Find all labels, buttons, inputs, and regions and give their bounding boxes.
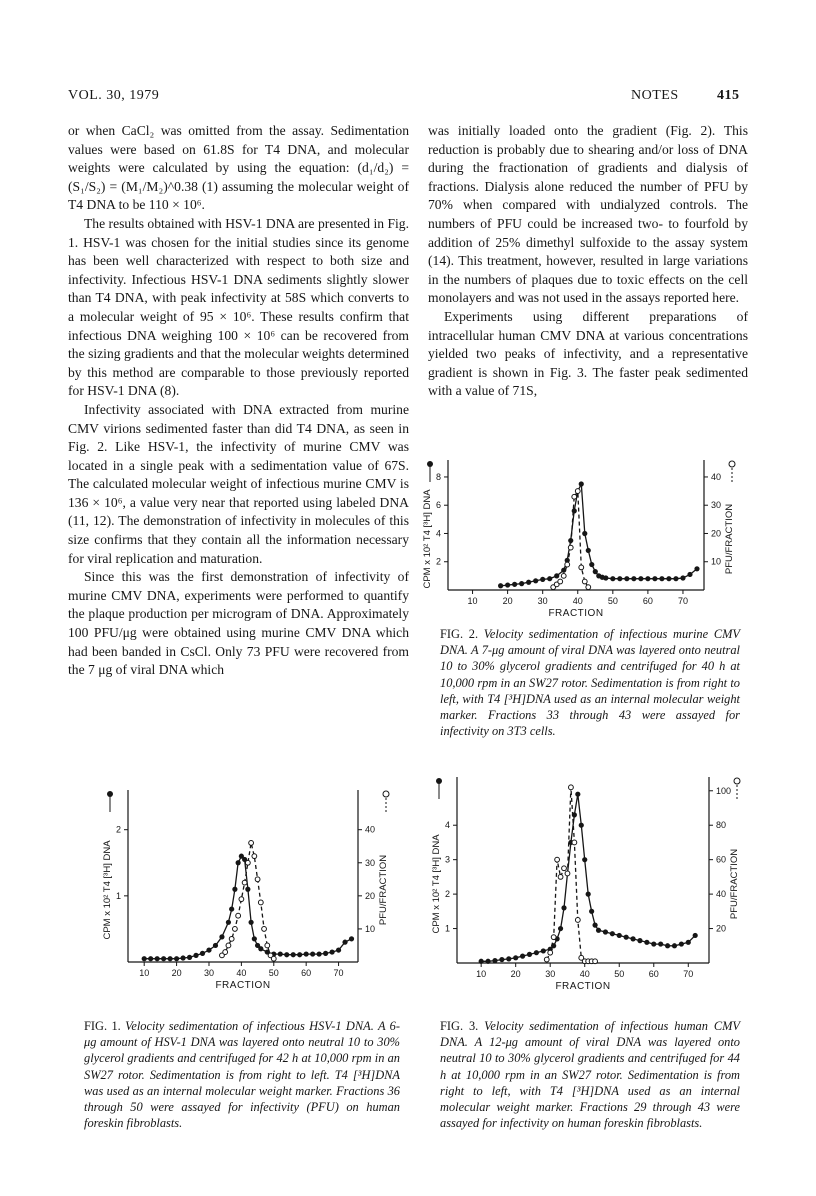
x-axis-label: FRACTION xyxy=(555,981,611,992)
caption-text: Velocity sedimentation of infectious human CMV DNA. A 12-μg amount of viral DNA was layered onto neutral 10 to 30% glycerol gradients and centrifuged for 44 h at 10,000 rpm in an SW27 rotor. Sedimentation is from right to left, with T4 [³H]DNA used as an internal molecular weight marker. Fractions 29 through 43 were assayed for infectivity on human foreskin fibroblasts. xyxy=(440,1019,740,1131)
data-point-pfu xyxy=(562,866,567,871)
data-point-cpm xyxy=(506,956,511,961)
x-tick-label: 20 xyxy=(510,969,521,979)
x-tick-label: 40 xyxy=(236,968,247,978)
data-point-pfu xyxy=(572,494,577,499)
x-tick-label: 10 xyxy=(476,969,487,979)
data-point-cpm xyxy=(200,951,205,956)
x-tick-label: 70 xyxy=(333,968,344,978)
caption-label: FIG. 3. xyxy=(440,1019,479,1033)
data-point-pfu xyxy=(558,874,563,879)
x-tick-label: 50 xyxy=(614,969,625,979)
data-point-cpm xyxy=(572,508,577,513)
data-point-cpm xyxy=(592,923,597,928)
data-point-pfu xyxy=(582,579,587,584)
figure-3-chart xyxy=(425,765,750,1005)
data-point-cpm xyxy=(582,531,587,536)
y-right-tick-label: 40 xyxy=(716,889,727,900)
y-left-axis-label: CPM x 10² T4 [³H] DNA xyxy=(422,489,433,589)
data-point-cpm xyxy=(637,938,642,943)
right-text-column xyxy=(428,122,748,401)
data-point-cpm xyxy=(533,578,538,583)
data-point-cpm xyxy=(485,959,490,964)
data-point-pfu xyxy=(593,959,598,964)
y-right-tick-label: 10 xyxy=(365,923,376,934)
data-point-cpm xyxy=(586,548,591,553)
data-point-cpm xyxy=(248,920,253,925)
caption-label: FIG. 1. xyxy=(84,1019,121,1033)
data-point-cpm xyxy=(317,951,322,956)
data-point-cpm xyxy=(226,920,231,925)
data-point-cpm xyxy=(526,580,531,585)
figure-1 xyxy=(68,770,413,1010)
series-line-cpm xyxy=(501,484,697,586)
data-point-cpm xyxy=(258,946,263,951)
data-point-cpm xyxy=(519,581,524,586)
data-point-cpm xyxy=(142,956,147,961)
x-axis-label: FRACTION xyxy=(215,980,271,991)
x-tick-label: 20 xyxy=(502,596,513,606)
data-point-pfu xyxy=(249,841,254,846)
paragraph: The results obtained with HSV-1 DNA are presented in Fig. 1. HSV-1 was chosen for the initial studies since its genome has been well characterized with respect to both size and infectivity. Infectious HSV-1 DNA sediments slightly slower than T4 DNA, with peak infectivity at 58S which converts to a molecular weight of 95 × 10⁶. These results confirm that infectious DNA weighing 100 × 10⁶ can be recovered from the sizing gradients and that the molecular weights determined by this method are comparable to those previously reported for HSV-1 DNA (8). xyxy=(68,215,409,399)
data-point-cpm xyxy=(624,935,629,940)
data-point-pfu xyxy=(586,585,591,590)
figure-2 xyxy=(420,450,740,625)
data-point-cpm xyxy=(558,926,563,931)
data-point-cpm xyxy=(245,887,250,892)
data-point-cpm xyxy=(603,575,608,580)
data-point-cpm xyxy=(672,943,677,948)
data-point-cpm xyxy=(174,956,179,961)
data-point-cpm xyxy=(155,956,160,961)
data-point-cpm xyxy=(693,933,698,938)
legend-marker-pfu xyxy=(729,461,735,467)
legend-marker-cpm xyxy=(436,778,442,784)
x-tick-label: 50 xyxy=(607,596,618,606)
data-point-cpm xyxy=(630,936,635,941)
data-point-cpm xyxy=(180,955,185,960)
data-point-pfu xyxy=(565,562,570,567)
data-point-pfu xyxy=(242,880,247,885)
data-point-cpm xyxy=(297,952,302,957)
data-point-pfu xyxy=(262,927,267,932)
data-point-pfu xyxy=(569,785,574,790)
data-point-cpm xyxy=(589,909,594,914)
x-tick-label: 40 xyxy=(579,969,590,979)
data-point-pfu xyxy=(226,943,231,948)
data-point-pfu xyxy=(575,489,580,494)
data-point-cpm xyxy=(206,947,211,952)
data-point-cpm xyxy=(219,934,224,939)
x-tick-label: 10 xyxy=(139,968,150,978)
data-point-cpm xyxy=(505,582,510,587)
paragraph: Experiments using different preparations of intracellular human CMV DNA at various concentrations yielded two peaks of infectivity, and a representative gradient is shown in Fig. 3. The faster peak sedimented with a value of 71S, xyxy=(428,308,748,399)
data-point-pfu xyxy=(548,950,553,955)
paragraph: was initially loaded onto the gradient (Fig. 2). This reduction is probably due to shearing and/or loss of DNA during the fractionation of gradients and dialysis of fractions. Dialysis alone reduced the number of PFU by 70% when compared with undialyzed controls. The numbers of PFU could be increased two- to fourfold by addition of 25% dimethyl sulfoxide to the assay system (14). This treatment, however, resulted in large variations in the numbers of plaques due to toxic effects on the cell monolayers and was not used in the assays reported here. xyxy=(428,123,748,306)
y-left-tick-label: 3 xyxy=(444,854,450,865)
data-point-cpm xyxy=(323,951,328,956)
x-tick-label: 60 xyxy=(642,596,653,606)
figure-2-caption xyxy=(440,626,740,739)
data-point-cpm xyxy=(610,576,615,581)
legend-marker-cpm xyxy=(107,791,113,797)
data-point-cpm xyxy=(540,577,545,582)
data-point-cpm xyxy=(512,582,517,587)
data-point-cpm xyxy=(168,956,173,961)
data-point-cpm xyxy=(586,892,591,897)
y-left-tick-label: 2 xyxy=(435,556,441,567)
data-point-pfu xyxy=(255,877,260,882)
data-point-cpm xyxy=(229,906,234,911)
data-point-cpm xyxy=(148,956,153,961)
left-text-column xyxy=(68,122,409,680)
caption-text: Velocity sedimentation of infectious HSV-1 DNA. A 6-μg amount of HSV-1 DNA was layered onto neutral 10 to 30% glycerol gradients and centrifuged for 42 h at 10,000 rpm in an SW27 rotor. Sedimentation is from right to left. T4 [³H]DNA was used as an internal molecular weight marker. Fractions 36 through 50 were assayed for infectivity (PFU) on human foreskin fibroblasts. xyxy=(84,1019,400,1131)
x-tick-label: 40 xyxy=(572,596,583,606)
data-point-cpm xyxy=(534,950,539,955)
data-point-cpm xyxy=(651,941,656,946)
data-point-cpm xyxy=(236,860,241,865)
y-left-tick-label: 4 xyxy=(444,820,450,831)
data-point-pfu xyxy=(223,950,228,955)
data-point-cpm xyxy=(652,576,657,581)
data-point-cpm xyxy=(310,951,315,956)
data-point-cpm xyxy=(575,792,580,797)
data-point-cpm xyxy=(554,573,559,578)
figure-2-chart xyxy=(420,450,740,620)
data-point-cpm xyxy=(499,957,504,962)
data-point-cpm xyxy=(673,576,678,581)
data-point-cpm xyxy=(582,857,587,862)
data-point-cpm xyxy=(680,575,685,580)
data-point-cpm xyxy=(624,576,629,581)
data-point-cpm xyxy=(329,949,334,954)
data-point-pfu xyxy=(568,545,573,550)
data-point-cpm xyxy=(679,941,684,946)
data-point-cpm xyxy=(617,576,622,581)
data-point-cpm xyxy=(513,955,518,960)
data-point-cpm xyxy=(638,576,643,581)
data-point-cpm xyxy=(232,887,237,892)
data-point-cpm xyxy=(658,941,663,946)
data-point-pfu xyxy=(544,957,549,962)
y-right-tick-label: 60 xyxy=(716,854,727,865)
figure-3-caption xyxy=(440,1018,740,1131)
x-tick-label: 60 xyxy=(301,968,312,978)
x-tick-label: 20 xyxy=(171,968,182,978)
data-point-pfu xyxy=(561,573,566,578)
data-point-pfu xyxy=(233,927,238,932)
paragraph: Since this was the first demonstration of infectivity of murine CMV DNA, experiments were performed to quantify the plaque production per microgram of DNA. Approximately 100 PFU/μg were obtained using murine CMV DNA which had been banded in CsCl. Only 73 PFU were recovered from the 7 μg of viral DNA which xyxy=(68,569,409,678)
y-right-tick-label: 20 xyxy=(365,890,376,901)
data-point-pfu xyxy=(271,956,276,961)
y-left-tick-label: 4 xyxy=(435,528,441,539)
data-point-cpm xyxy=(596,928,601,933)
data-point-cpm xyxy=(666,576,671,581)
data-point-cpm xyxy=(161,956,166,961)
y-right-tick-label: 10 xyxy=(711,556,722,567)
y-right-axis-label: PFU/FRACTION xyxy=(378,854,389,926)
legend-marker-pfu xyxy=(734,778,740,784)
data-point-cpm xyxy=(579,481,584,486)
x-tick-label: 70 xyxy=(683,969,694,979)
y-left-tick-label: 8 xyxy=(435,471,441,482)
data-point-cpm xyxy=(617,933,622,938)
data-point-cpm xyxy=(527,952,532,957)
data-point-cpm xyxy=(659,576,664,581)
data-point-cpm xyxy=(278,951,283,956)
data-point-cpm xyxy=(665,943,670,948)
legend-marker-cpm xyxy=(427,461,433,467)
data-point-cpm xyxy=(644,940,649,945)
data-point-cpm xyxy=(498,583,503,588)
data-point-cpm xyxy=(589,562,594,567)
data-point-cpm xyxy=(603,929,608,934)
y-left-tick-label: 1 xyxy=(444,923,450,934)
data-point-cpm xyxy=(336,947,341,952)
data-point-cpm xyxy=(694,566,699,571)
data-point-pfu xyxy=(265,943,270,948)
y-left-tick-label: 2 xyxy=(115,824,121,835)
y-right-tick-label: 20 xyxy=(711,528,722,539)
y-right-axis-label: PFU/FRACTION xyxy=(729,848,740,920)
data-point-pfu xyxy=(579,565,584,570)
data-point-pfu xyxy=(258,900,263,905)
series-line-cpm xyxy=(481,794,695,961)
data-point-cpm xyxy=(213,943,218,948)
y-right-tick-label: 20 xyxy=(716,923,727,934)
y-right-tick-label: 30 xyxy=(365,857,376,868)
data-point-cpm xyxy=(547,576,552,581)
y-right-tick-label: 40 xyxy=(711,471,722,482)
y-right-tick-label: 40 xyxy=(365,824,376,835)
running-head-volume: VOL. 30, 1979 xyxy=(68,88,160,103)
running-head-section: NOTES xyxy=(631,88,679,103)
x-tick-label: 30 xyxy=(545,969,556,979)
data-point-cpm xyxy=(349,936,354,941)
data-point-pfu xyxy=(558,579,563,584)
data-point-pfu xyxy=(245,860,250,865)
data-point-cpm xyxy=(304,951,309,956)
caption-label: FIG. 2. xyxy=(440,627,479,641)
x-tick-label: 10 xyxy=(467,596,478,606)
y-right-tick-label: 80 xyxy=(716,820,727,831)
y-left-tick-label: 6 xyxy=(435,500,441,511)
caption-text: Velocity sedimentation of infectious murine CMV DNA. A 7-μg amount of viral DNA was layered onto neutral 10 to 30% glycerol gradients and centrifuged for 40 h at 10,000 rpm in an SW27 rotor. Sedimentation is from right to left, with T4 [³H]DNA used as an internal molecular weight marker. Fractions 33 through 43 were assayed for infectivity on 3T3 cells. xyxy=(440,627,740,739)
data-point-pfu xyxy=(565,871,570,876)
x-axis-label: FRACTION xyxy=(548,608,604,619)
data-point-cpm xyxy=(631,576,636,581)
data-point-pfu xyxy=(551,935,556,940)
data-point-cpm xyxy=(492,958,497,963)
data-point-cpm xyxy=(579,823,584,828)
x-tick-label: 60 xyxy=(648,969,659,979)
y-left-tick-label: 2 xyxy=(444,889,450,900)
data-point-cpm xyxy=(687,572,692,577)
data-point-cpm xyxy=(284,952,289,957)
data-point-pfu xyxy=(575,918,580,923)
data-point-cpm xyxy=(561,905,566,910)
data-point-cpm xyxy=(541,948,546,953)
legend-marker-pfu xyxy=(383,791,389,797)
data-point-cpm xyxy=(686,940,691,945)
figure-1-chart xyxy=(68,770,413,1005)
paragraph: or when CaCl₂ was omitted from the assay. Sedimentation values were based on 61.8S for T4 DNA, and molecular weights were calculated by using the equation: (d₁/d₂) = (S₁/S₂) = (M₁/M₂)^0.38 (1) assuming the molecular weight of T4 DNA to be 110 × 10⁶. xyxy=(68,123,409,213)
x-tick-label: 70 xyxy=(677,596,688,606)
data-point-cpm xyxy=(479,959,484,964)
y-left-axis-label: CPM x 10² T4 [³H] DNA xyxy=(102,840,113,940)
data-point-pfu xyxy=(236,913,241,918)
data-point-pfu xyxy=(252,854,257,859)
data-point-pfu xyxy=(572,840,577,845)
data-point-pfu xyxy=(239,897,244,902)
data-point-cpm xyxy=(342,940,347,945)
x-tick-label: 30 xyxy=(203,968,214,978)
series-line-cpm xyxy=(144,856,351,959)
paragraph: Infectivity associated with DNA extracted from murine CMV virions sedimented faster than did T4 DNA, as seen in Fig. 2. Like HSV-1, the infectivity of murine CMV was located in a single peak with a sedimentation value of 67S. The calculated molecular weight of infectious murine CMV is 136 × 10⁶, a value very near that reported using labeled DNA (11, 12). The demonstration of infectivity in molecules of this size confirms that they contain all the information necessary for viral replication and maturation. xyxy=(68,401,409,566)
y-right-tick-label: 30 xyxy=(711,500,722,511)
page-number: 415 xyxy=(717,88,740,103)
data-point-pfu xyxy=(229,936,234,941)
figure-3 xyxy=(425,765,750,1010)
data-point-cpm xyxy=(252,936,257,941)
data-point-pfu xyxy=(555,857,560,862)
data-point-cpm xyxy=(520,954,525,959)
data-point-cpm xyxy=(187,955,192,960)
data-point-cpm xyxy=(593,569,598,574)
figure-1-caption xyxy=(84,1018,400,1131)
y-right-tick-label: 100 xyxy=(716,785,732,796)
data-point-cpm xyxy=(645,576,650,581)
x-tick-label: 50 xyxy=(268,968,279,978)
data-point-cpm xyxy=(610,931,615,936)
y-right-axis-label: PFU/FRACTION xyxy=(724,503,735,575)
data-point-cpm xyxy=(291,952,296,957)
y-left-axis-label: CPM x 10² T4 [³H] DNA xyxy=(431,834,442,934)
y-left-tick-label: 1 xyxy=(115,890,121,901)
x-tick-label: 30 xyxy=(537,596,548,606)
data-point-cpm xyxy=(193,953,198,958)
